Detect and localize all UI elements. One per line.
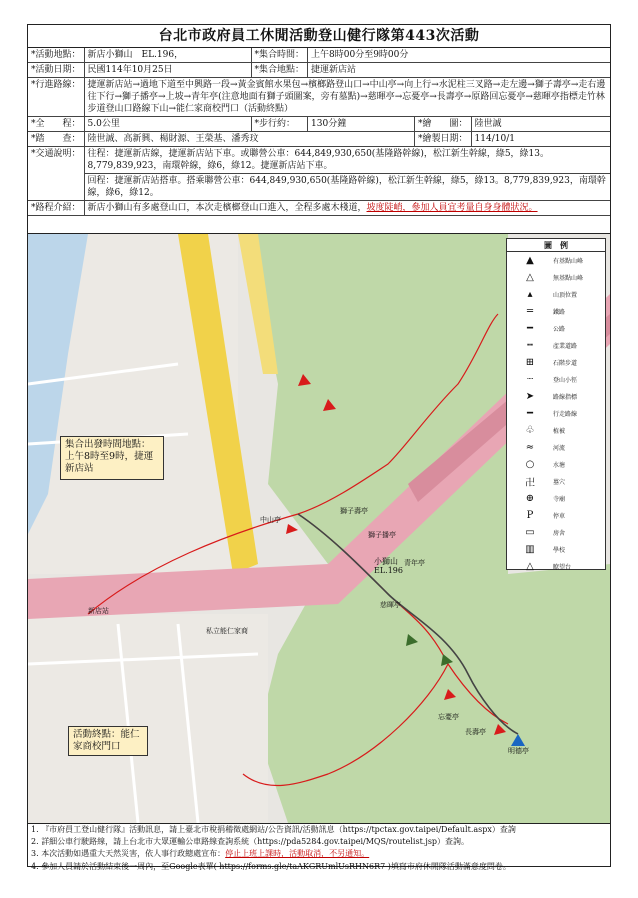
legend-symbol-icon: 卍 xyxy=(525,478,535,489)
note-2-text: 詳細公車行駛路線，請上台北市大眾運輸公車路線查詢系統（https://pda5284.gov.taipei/MQS/routelist.jsp）查詢。 xyxy=(41,837,470,847)
survey-value: 陸世誠、高新興、楊財源、王榮基、潘秀玟 xyxy=(84,132,415,147)
gather-place-label: *集合地點： xyxy=(251,63,308,78)
legend-item xyxy=(507,388,605,405)
note-value: 新店小獅山有多處登山口，本次走檳榔登山口進入，全程多處木棧道， xyxy=(87,203,367,213)
legend-item xyxy=(507,252,605,269)
note-3-warning: 停止上班上課時，活動取消，不另通知。 xyxy=(225,849,370,859)
legend-symbol-icon: ♧ xyxy=(525,425,535,436)
legend-label: 無基點山峰 xyxy=(553,275,584,282)
legend-item xyxy=(507,524,605,541)
draw-date-value: 114/10/1 xyxy=(471,132,610,147)
peak-name: 小獅山 xyxy=(374,557,398,566)
legend-label: 公路 xyxy=(553,326,566,333)
draw-date-label: *繪製日期： xyxy=(415,132,472,147)
legend-label: 房舍 xyxy=(553,530,566,537)
legend-heading: 圖 例 xyxy=(507,239,605,252)
route-map xyxy=(28,233,610,824)
info-table xyxy=(28,48,610,216)
legend-symbol-icon: ▴ xyxy=(527,289,533,300)
legend-item xyxy=(507,439,605,456)
legend-label: 墓穴 xyxy=(553,479,566,486)
legend-symbol-icon: P xyxy=(526,510,534,521)
label-zhongshan: 中山亭 xyxy=(260,516,281,524)
date-value: 民國114年10月25日 xyxy=(84,63,251,78)
peak-elevation: EL.196 xyxy=(374,566,403,575)
activity-sheet xyxy=(27,24,611,871)
legend-item xyxy=(507,354,605,371)
note-3 xyxy=(31,848,607,860)
legend-item xyxy=(507,269,605,286)
city-block-south xyxy=(28,614,268,823)
transport-back: 回程：捷運新店站搭車。搭乘聯營公車：644,849,930,650(基隆路幹線)，松江新生幹線，綠5，綠13。8,779,839,923，南環幹線，綠6，綠12。 xyxy=(84,174,610,201)
note-warning: 坡度陡峭，參加人員宜考量自身身體狀況。 xyxy=(366,203,538,213)
legend-item xyxy=(507,558,605,575)
gather-place-value: 捷運新店站 xyxy=(308,63,610,78)
distance-value: 5.0公里 xyxy=(84,117,251,132)
label-mingyi: 明德亭 xyxy=(508,747,529,755)
distance-label: *全 程： xyxy=(28,117,84,132)
legend-label: 路線指標 xyxy=(553,394,578,401)
drawer-label: *繪 圖： xyxy=(415,117,472,132)
notes xyxy=(28,822,610,875)
legend-symbol-icon: ▥ xyxy=(525,544,535,555)
legend-item xyxy=(507,456,605,473)
date-label: *活動日期： xyxy=(28,63,84,78)
legend-label: 水塘 xyxy=(553,462,566,469)
legend-symbol-icon: ⊞ xyxy=(525,357,535,368)
legend-item xyxy=(507,405,605,422)
note-3-num: 3. xyxy=(31,849,39,859)
legend-symbol-icon: ▭ xyxy=(525,527,535,538)
note-2 xyxy=(31,836,607,848)
legend-symbol-icon: △ xyxy=(526,272,534,283)
legend-item xyxy=(507,286,605,303)
label-cihui: 慈暉亭 xyxy=(380,601,401,609)
legend-label: 寺廟 xyxy=(553,496,566,503)
walk-time-label: *步行約： xyxy=(251,117,308,132)
location-label: *活動地點： xyxy=(28,48,84,63)
label-wangyou: 忘憂亭 xyxy=(438,713,459,721)
walk-time-value: 130分鐘 xyxy=(308,117,415,132)
legend-item xyxy=(507,371,605,388)
route-label: *行進路線： xyxy=(28,78,84,117)
survey-label: *踏 查： xyxy=(28,132,84,147)
legend-item xyxy=(507,490,605,507)
label-shizi-bo: 獅子播亭 xyxy=(368,531,396,539)
legend-label: 鐵路 xyxy=(553,309,566,316)
legend-label: 植被 xyxy=(553,428,566,435)
end-callout: 活動終點：能仁家商校門口 xyxy=(68,726,148,756)
legend-symbol-icon: ≈ xyxy=(525,442,535,453)
legend-item xyxy=(507,507,605,524)
note-3-text: 本次活動如遇重大天然災害，依人事行政總處宣布： xyxy=(41,849,226,859)
legend-label: 學校 xyxy=(553,547,566,554)
legend-item xyxy=(507,422,605,439)
legend-symbol-icon: ┅ xyxy=(526,340,534,351)
legend-label: 停車 xyxy=(553,513,566,520)
page-title: 台北市政府員工休閒活動登山健行隊第443次活動 xyxy=(28,25,610,48)
legend-label: 行走路線 xyxy=(553,411,578,418)
legend-symbol-icon: ━ xyxy=(526,323,534,334)
legend-symbol-icon: ⊕ xyxy=(525,493,535,504)
legend-rows xyxy=(507,252,605,575)
note-1-text: 『市府員工登山健行隊』活動訊息，請上臺北市稅捐稽徵處網站/公告資訊/活動訊息（https://tpctax.gov.taipei/Default.aspx）查詢 xyxy=(41,825,516,834)
legend-symbol-icon: ━ xyxy=(526,408,534,419)
transport-label: *交通說明： xyxy=(28,147,84,201)
route-value: 捷運新店站→過地下道至中興路一段→黃金賓館水果包→檳榔路登山口→中山亭→向上行→水泥柱三叉路→走左邊→獅子壽亭→走右邊往下行→獅子播亭→上坡→青年亭(注意地面有獅子頭圖案，旁有墓點)→慈暉亭→忘憂亭→長壽亭→原路回忘憂亭→慈暉亭指標走竹林步道登山口路線下山→能仁家商校門口（活動終點） xyxy=(84,78,610,117)
legend xyxy=(506,238,606,570)
note-1-num: 1. xyxy=(31,825,39,834)
label-qingnian: 青年亭 xyxy=(404,559,425,567)
legend-item xyxy=(507,473,605,490)
legend-symbol-icon: ═ xyxy=(526,306,534,317)
note-1 xyxy=(31,824,607,836)
legend-item xyxy=(507,541,605,558)
note-2-num: 2. xyxy=(31,837,39,847)
note-4-num: 4. xyxy=(31,861,39,871)
legend-symbol-icon: ➤ xyxy=(525,391,535,402)
location-value: 新店小獅山 EL.196， xyxy=(84,48,251,63)
note-4 xyxy=(31,861,607,873)
legend-symbol-icon: ┈ xyxy=(526,374,534,385)
legend-label: 石階步道 xyxy=(553,360,578,367)
label-changshou: 長壽亭 xyxy=(465,728,486,736)
legend-label: 山頂位置 xyxy=(553,292,578,299)
gather-time-value: 上午8時00分至9時00分 xyxy=(308,48,610,63)
label-station: 新店站 xyxy=(88,607,109,615)
legend-label: 登山小徑 xyxy=(553,377,578,384)
note-cell xyxy=(84,201,610,216)
legend-label: 有基點山峰 xyxy=(553,258,584,265)
legend-label: 河流 xyxy=(553,445,566,452)
legend-symbol-icon: △ xyxy=(526,561,534,572)
transport-go: 往程：捷運新店線，捷運新店站下車。或聯營公車：644,849,930,650(基隆路幹線)，松江新生幹線，綠5，綠13。8,779,839,923，南環幹線，綠6，綠12。捷運新店站下車。 xyxy=(84,147,610,174)
legend-symbol-icon: ○ xyxy=(525,459,535,470)
start-callout: 集合出發時間地點：上午8時至9時，捷運新店站 xyxy=(60,436,164,480)
drawer-value: 陸世誠 xyxy=(471,117,610,132)
gather-time-label: *集合時間： xyxy=(251,48,308,63)
label-shizi-shou: 獅子壽亭 xyxy=(340,507,368,515)
legend-symbol-icon: ▲ xyxy=(526,255,534,266)
legend-label: 瞭望台 xyxy=(553,564,572,571)
label-school: 私立能仁家商 xyxy=(206,627,248,635)
note-4-text: 參加人員請於活動結束後一周內，至Google表單( https://forms.gle/taAKGRUmlUsRHN6R7 )填寫市府休閒隊活動滿意度問卷。 xyxy=(41,861,511,871)
note-label: *路程介紹： xyxy=(28,201,84,216)
legend-item xyxy=(507,303,605,320)
legend-item xyxy=(507,337,605,354)
legend-item xyxy=(507,320,605,337)
legend-label: 產業道路 xyxy=(553,343,578,350)
